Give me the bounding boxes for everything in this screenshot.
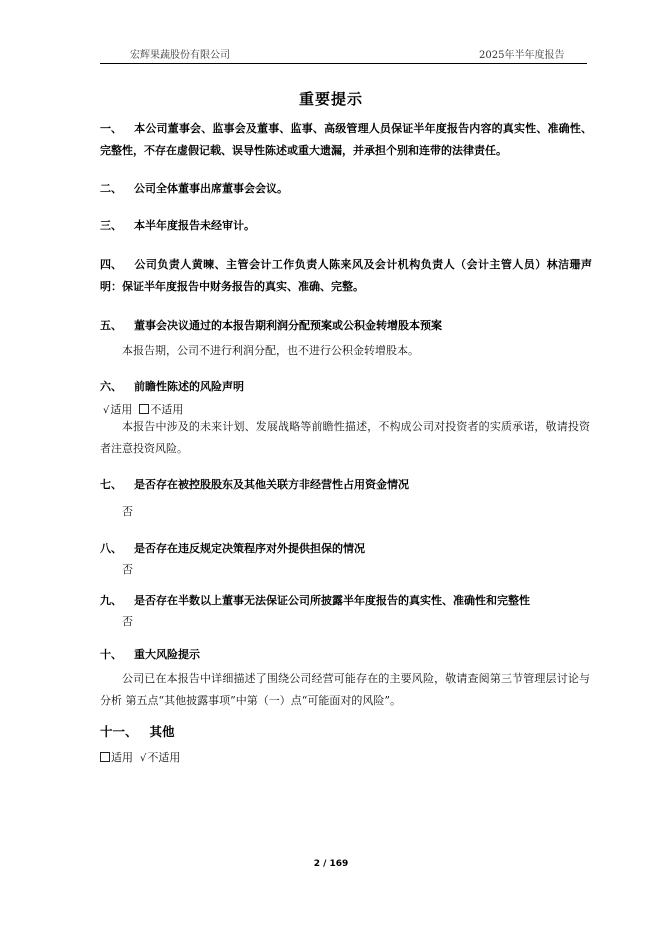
section-1-text: 本公司董事会、监事会及董事、监事、高级管理人员保证半年度报告内容的真实性、准确性、完整性，不存在虚假记载、误导性陈述或重大遗漏，并承担个别和连带的法律责任。 [100, 122, 592, 157]
header-company: 宏辉果蔬股份有限公司 [130, 50, 230, 61]
not-applicable-label: 不适用 [150, 403, 184, 416]
page-title: 重要提示 [298, 90, 363, 108]
section-11-applicability [100, 749, 180, 768]
section-1-heading [100, 118, 592, 162]
section-7-number: 七、 [100, 478, 122, 491]
section-5-body: 本报告期，公司不进行利润分配，也不进行公积金转增股本。 [122, 344, 419, 357]
applicable-label: 适用 [110, 403, 133, 416]
section-7-answer: 否 [122, 505, 133, 518]
header-report-title: 2025年半年度报告 [479, 50, 565, 61]
section-10-heading [100, 644, 592, 666]
section-8-answer: 否 [122, 563, 133, 576]
empty-checkbox-icon [139, 404, 149, 414]
section-10-body: 公司已在本报告中详细描述了围绕公司经营可能存在的主要风险，敬请查阅第三节管理层讨论与分析 第五点“其他披露事项”中第（一）点“可能面对的风险”。 [100, 672, 590, 707]
section-3-number: 三、 [100, 219, 122, 232]
section-6-number: 六、 [100, 380, 122, 393]
section-5-text: 董事会决议通过的本报告期利润分配预案或公积金转增股本预案 [134, 319, 442, 332]
section-8-heading [100, 538, 592, 560]
section-6-body: 本报告中涉及的未来计划、发展战略等前瞻性描述，不构成公司对投资者的实质承诺，敬请投资者注意投资风险。 [100, 420, 590, 455]
checkmark-icon: √ [103, 405, 110, 416]
section-5-number: 五、 [100, 319, 122, 332]
header-divider [100, 63, 587, 64]
section-9-number: 九、 [100, 594, 122, 607]
section-6-text: 前瞻性陈述的风险声明 [134, 380, 244, 393]
empty-checkbox-icon [100, 752, 110, 762]
section-2-text: 公司全体董事出席董事会会议。 [134, 182, 288, 195]
section-3-text: 本半年度报告未经审计。 [134, 219, 255, 232]
section-2-number: 二、 [100, 182, 122, 195]
section-8-text: 是否存在违反规定决策程序对外提供担保的情况 [134, 542, 365, 555]
not-applicable-label: 不适用 [147, 751, 181, 764]
applicable-label: 适用 [111, 751, 133, 764]
section-10-text: 重大风险提示 [134, 648, 200, 661]
section-7-heading [100, 474, 592, 496]
section-6-heading [100, 376, 592, 398]
page-number: 2 / 169 [313, 859, 349, 869]
section-11-text: 其他 [149, 724, 175, 739]
section-10-number: 十、 [100, 648, 122, 661]
section-11-number: 十一、 [100, 724, 138, 739]
section-9-answer: 否 [122, 615, 133, 628]
section-4-number: 四、 [100, 258, 122, 271]
checkmark-icon: √ [140, 753, 147, 764]
section-1-number: 一、 [100, 122, 122, 135]
section-5-heading [100, 315, 592, 337]
section-11-heading [100, 721, 592, 743]
section-9-heading [100, 590, 592, 612]
section-9-text: 是否存在半数以上董事无法保证公司所披露半年度报告的真实性、准确性和完整性 [134, 594, 530, 607]
section-7-text: 是否存在被控股股东及其他关联方非经营性占用资金情况 [134, 478, 409, 491]
section-3-heading [100, 215, 592, 237]
section-4-heading [100, 254, 592, 298]
section-4-text: 公司负责人黄暕、主管会计工作负责人陈来风及会计机构负责人（会计主管人员）林洁珊声明：保证半年度报告中财务报告的真实、准确、完整。 [100, 258, 592, 293]
section-2-heading [100, 178, 592, 200]
section-8-number: 八、 [100, 542, 122, 555]
